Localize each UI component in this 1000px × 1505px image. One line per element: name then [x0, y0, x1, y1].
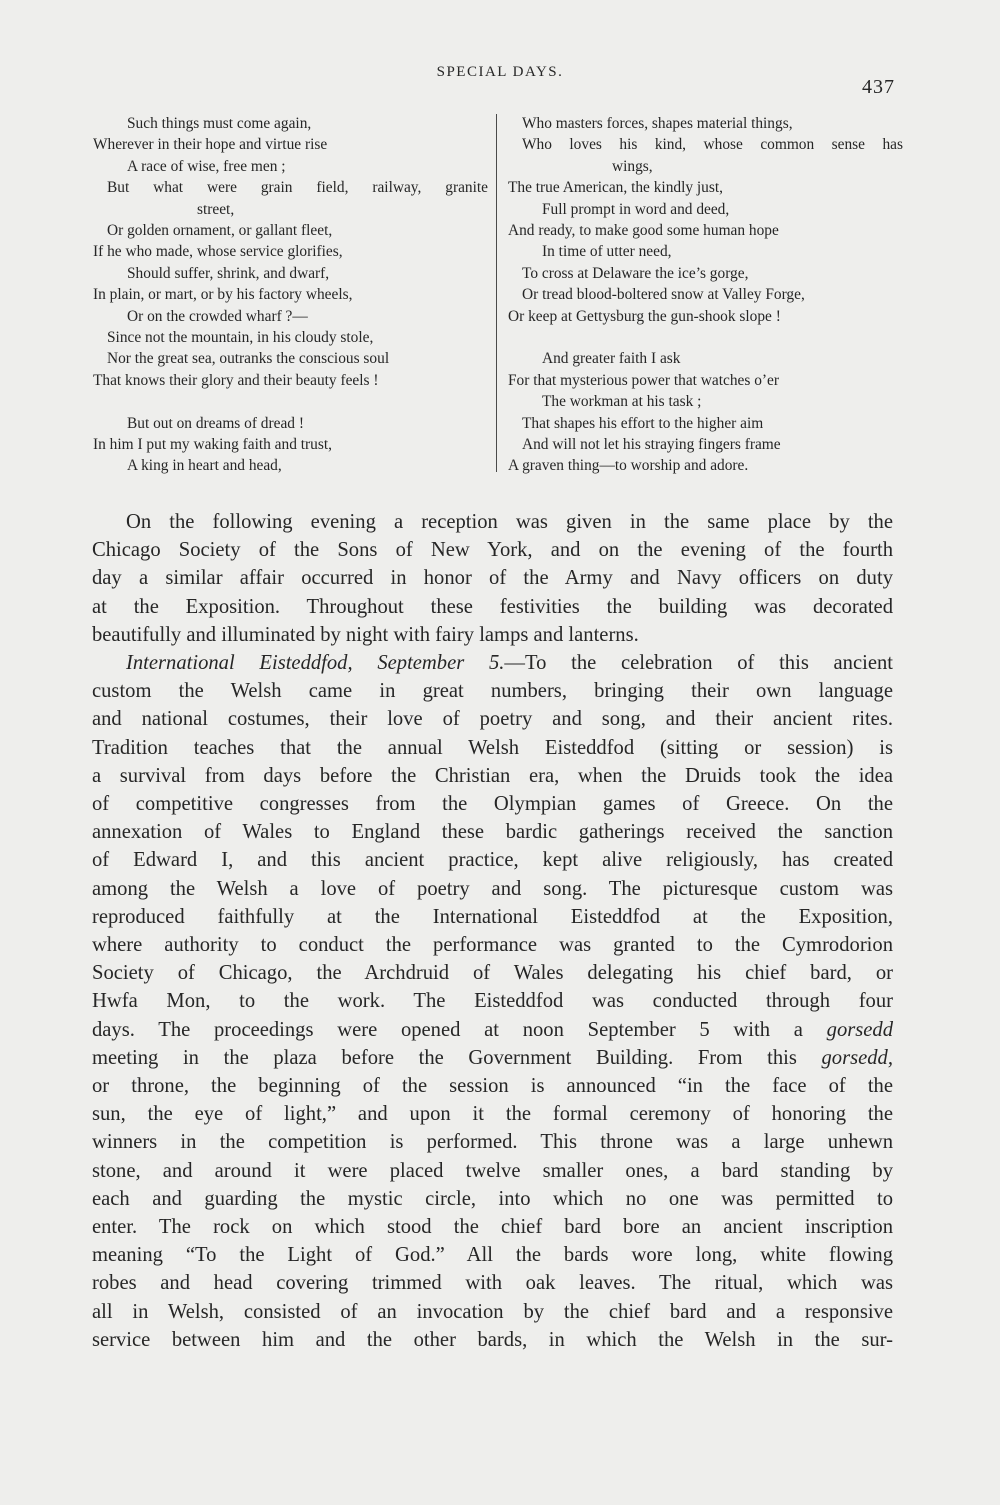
- prose-line: [92, 1044, 893, 1072]
- poem-line: wings,: [612, 157, 653, 175]
- poem-line: Such things must come again,: [127, 115, 312, 132]
- prose-text: —To the celebration of this ancient: [504, 652, 894, 675]
- paragraph-reception: [92, 508, 893, 649]
- prose-line: Society of Chicago, the Archdruid of Wales delegating his chief bard, or: [92, 962, 893, 985]
- prose-line: On the following evening a reception was given in the same place by the: [126, 511, 893, 533]
- poem-line: The true American, the kindly just,: [508, 179, 723, 197]
- prose-line: or throne, the beginning of the session is announced “in the face of the: [92, 1075, 893, 1098]
- prose-line: day a similar affair occurred in honor of the Army and Navy officers on duty: [92, 567, 893, 590]
- prose-line: custom the Welsh came in great numbers, bringing their own language: [92, 680, 893, 703]
- poem-line: And ready, to make good some human hope: [508, 222, 779, 240]
- poem-line: street,: [197, 200, 235, 218]
- section-heading: International Eisteddfod, September 5.: [126, 652, 505, 675]
- poem-line: But what were grain field, railway, granite: [107, 179, 488, 197]
- poem-line: Or on the crowded wharf ?—: [127, 307, 308, 325]
- prose-line: robes and head covering trimmed with oak leaves. The ritual, which was: [92, 1272, 893, 1295]
- poem-line: Nor the great sea, outranks the conscious soul: [107, 350, 390, 368]
- poem-left-column: [93, 113, 488, 477]
- prose-line: annexation of Wales to England these bardic gatherings received the sanction: [92, 821, 893, 844]
- poem-line: To cross at Delaware the ice’s gorge,: [522, 264, 749, 282]
- poem-line: A race of wise, free men ;: [127, 157, 286, 175]
- prose-line: a survival from days before the Christian era, when the Druids took the idea: [92, 764, 893, 787]
- prose-line: beautifully and illuminated by night with fairy lamps and lanterns.: [92, 623, 639, 646]
- prose-line: among the Welsh a love of poetry and song. The picturesque custom was: [92, 877, 893, 900]
- poem-line: That knows their glory and their beauty feels !: [93, 371, 379, 389]
- poem-line: A graven thing—to worship and adore.: [508, 457, 749, 475]
- poem-line: And will not let his straying fingers frame: [522, 436, 781, 454]
- column-rule: [496, 114, 497, 472]
- prose-line: where authority to conduct the performance was granted to the Cymrodorion: [92, 934, 893, 957]
- stanza-gap: [508, 327, 903, 348]
- prose-line: reproduced faithfully at the International Eisteddfod at the Exposition,: [92, 905, 893, 928]
- poem-line: And greater faith I ask: [542, 350, 681, 368]
- stanza-gap: [93, 391, 488, 412]
- poem-line: Who loves his kind, whose common sense has: [522, 136, 903, 154]
- prose-line: Tradition teaches that the annual Welsh Eisteddfod (sitting or session) is: [92, 736, 893, 759]
- prose-line: enter. The rock on which stood the chief bard bore an ancient inscription: [92, 1216, 893, 1239]
- prose-text: meeting in the plaza before the Government Building. From this: [92, 1046, 822, 1069]
- prose-line: of competitive congresses from the Olympian games of Greece. On the: [92, 793, 893, 816]
- poem-line: Should suffer, shrink, and dwarf,: [127, 264, 330, 282]
- poem-line: Since not the mountain, in his cloudy stole,: [107, 329, 374, 347]
- prose-line: meaning “To the Light of God.” All the bards wore long, white flowing: [92, 1244, 893, 1267]
- prose-line: service between him and the other bards, in which the Welsh in the sur-: [92, 1328, 893, 1351]
- poem-line: But out on dreams of dread !: [127, 414, 304, 432]
- poem-line: A king in heart and head,: [127, 457, 282, 475]
- prose-line: each and guarding the mystic circle, into which no one was permitted to: [92, 1187, 893, 1210]
- poem-line: That shapes his effort to the higher aim: [522, 414, 764, 432]
- poem-line: In time of utter need,: [542, 243, 672, 261]
- italic-term: gorsedd: [826, 1018, 893, 1041]
- prose-line: winners in the competition is performed. This throne was a large unhewn: [92, 1131, 893, 1154]
- running-head: SPECIAL DAYS.: [436, 64, 564, 80]
- prose-line: and national costumes, their love of poetry and song, and their ancient rites.: [92, 708, 893, 731]
- prose-line: all in Welsh, consisted of an invocation by the chief bard and a responsive: [92, 1300, 893, 1323]
- prose-body: [92, 508, 893, 1354]
- poem-line: Full prompt in word and deed,: [542, 200, 730, 218]
- poem-line: In him I put my waking faith and trust,: [93, 436, 332, 454]
- poem-line: Wherever in their hope and virtue rise: [93, 136, 328, 154]
- poem-line: If he who made, whose service glorifies,: [93, 243, 343, 261]
- poem-line: Or golden ornament, or gallant fleet,: [107, 222, 333, 240]
- poem-right-column: [508, 113, 903, 477]
- page-number: 437: [862, 76, 895, 98]
- poem-line: The workman at his task ;: [542, 393, 702, 411]
- poem-line: For that mysterious power that watches o’er: [508, 371, 779, 389]
- prose-line: at the Exposition. Throughout these festivities the building was decorated: [92, 595, 893, 618]
- prose-text: days. The proceedings were opened at noon September 5 with a: [92, 1018, 827, 1041]
- prose-line: of Edward I, and this ancient practice, kept alive religiously, has created: [92, 849, 893, 872]
- prose-line: sun, the eye of light,” and upon it the formal ceremony of honoring the: [92, 1103, 893, 1126]
- prose-line: [92, 649, 893, 677]
- poem-line: Who masters forces, shapes material things,: [522, 115, 793, 132]
- italic-term: gorsedd,: [821, 1046, 893, 1069]
- prose-line: Hwfa Mon, to the work. The Eisteddfod was conducted through four: [92, 990, 893, 1013]
- paragraph-eisteddfod: [92, 649, 893, 1354]
- poem-line: In plain, or mart, or by his factory wheels,: [93, 286, 353, 304]
- prose-line: Chicago Society of the Sons of New York, and on the evening of the fourth: [92, 539, 893, 562]
- poem-line: Or tread blood-boltered snow at Valley Forge,: [522, 286, 805, 304]
- prose-line: stone, and around it were placed twelve smaller ones, a bard standing by: [92, 1159, 893, 1182]
- poem-line: Or keep at Gettysburg the gun-shook slope !: [508, 307, 781, 325]
- prose-line: [92, 1016, 893, 1044]
